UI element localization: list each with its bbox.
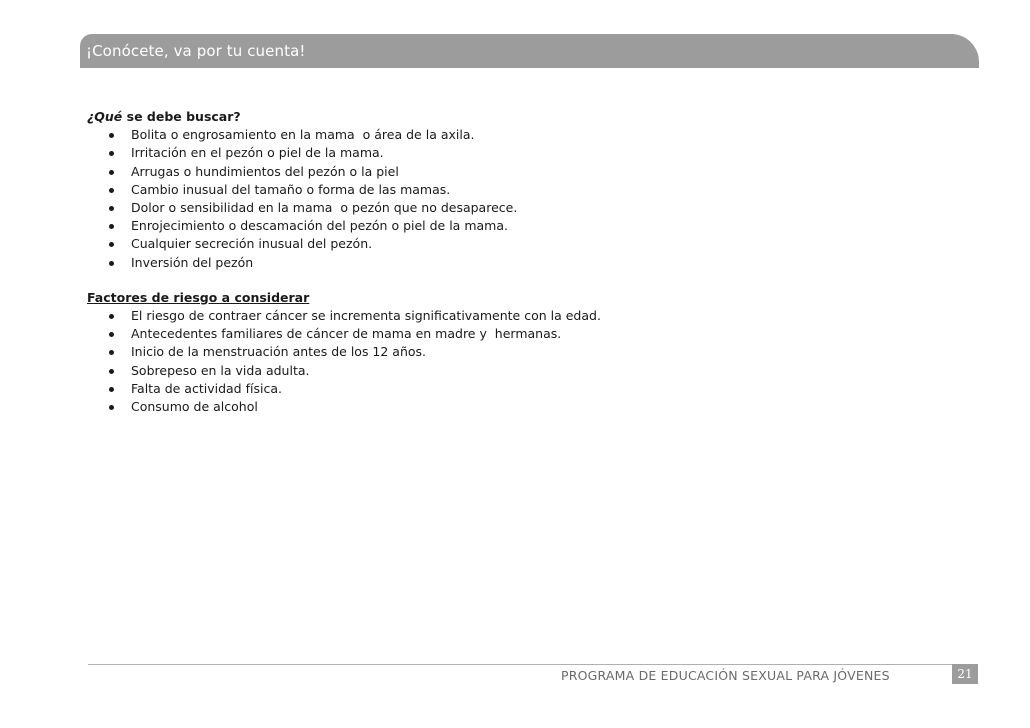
list-item: El riesgo de contraer cáncer se incrementa significativamente con la edad. bbox=[105, 307, 947, 325]
section-heading-risk: Factores de riesgo a considerar bbox=[87, 289, 310, 305]
risk-list bbox=[87, 307, 947, 416]
signs-list bbox=[87, 126, 947, 272]
section-heading-signs bbox=[87, 108, 947, 126]
section-heading-signs-rest: se debe buscar? bbox=[126, 109, 241, 124]
list-item: Antecedentes familiares de cáncer de mama en madre y hermanas. bbox=[105, 325, 947, 343]
list-item: Cambio inusual del tamaño o forma de las mamas. bbox=[105, 181, 947, 199]
list-item: Bolita o engrosamiento en la mama o área de la axila. bbox=[105, 126, 947, 144]
list-item: Dolor o sensibilidad en la mama o pezón que no desaparece. bbox=[105, 199, 947, 217]
list-item: Inversión del pezón bbox=[105, 254, 947, 272]
list-item: Cualquier secreción inusual del pezón. bbox=[105, 235, 947, 253]
list-item: Irritación en el pezón o piel de la mama. bbox=[105, 144, 947, 162]
list-item: Inicio de la menstruación antes de los 12 años. bbox=[105, 343, 947, 361]
section-spacer bbox=[87, 272, 947, 289]
document-body bbox=[87, 108, 947, 416]
list-item: Arrugas o hundimientos del pezón o la piel bbox=[105, 163, 947, 181]
page-header-title: ¡Conócete, va por tu cuenta! bbox=[86, 42, 306, 60]
footer-program-name: PROGRAMA DE EDUCACIÓN SEXUAL PARA JÓVENES bbox=[561, 668, 890, 683]
section-heading-signs-italic: ¿Qué bbox=[87, 109, 123, 124]
list-item: Sobrepeso en la vida adulta. bbox=[105, 362, 947, 380]
list-item: Enrojecimiento o descamación del pezón o piel de la mama. bbox=[105, 217, 947, 235]
list-item: Consumo de alcohol bbox=[105, 398, 947, 416]
list-item: Falta de actividad física. bbox=[105, 380, 947, 398]
footer-divider bbox=[88, 664, 978, 665]
page-number: 21 bbox=[952, 664, 978, 684]
